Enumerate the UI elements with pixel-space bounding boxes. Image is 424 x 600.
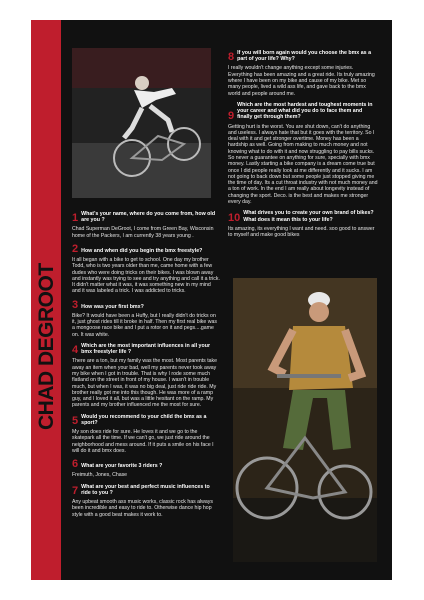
- interview-column-right: [228, 50, 378, 240]
- question-text: Which are the most hardest and toughest moments in your career and what did you do to face them and finally get through them?: [237, 101, 373, 121]
- answer-text: Any upbeat smooth ass music works, classic rock has always been incredible and easy to ride to. Otherwise dance hip hop style with a good beat makes it work to.: [72, 499, 213, 518]
- question-number: 5: [72, 415, 79, 428]
- question-number: 8: [228, 51, 235, 64]
- question-heading: [228, 50, 378, 62]
- question-heading: [72, 343, 220, 355]
- vertical-title: [33, 230, 59, 430]
- question-heading: [72, 211, 220, 223]
- question-heading: [72, 300, 220, 310]
- rider-name-title: CHAD DEGROOT: [35, 263, 58, 430]
- bmx-trick-photo: [72, 48, 211, 198]
- answer-text: Freimuth, Jones, Chase: [72, 472, 128, 479]
- question-number: 1: [72, 212, 79, 225]
- answer-text: My son does ride for sure. He loves it and we go to the skatepark all the time. If we can't go, we just ride around the neighborhood and mess around. If it puts a smile on his face I will do it and bmx does.: [72, 429, 214, 455]
- question-number: 3: [72, 298, 79, 311]
- question-text: What drives you to create your own brand of bikes? What does it mean this to your life?: [243, 210, 374, 223]
- answer-text: Bike? It would have been a Huffy, but I really didn't do tricks on it, just ghost rides till it broke in half. Then my first real bike was a mongoose race bike and I put a rotor on it and pegs....game on. It was white.: [72, 312, 217, 338]
- answer-text: Chad Superman DeGroot, I come from Green Bay, Wisconsin home of the Packers, I am currently 38 years young .: [72, 226, 214, 239]
- question-number: 6: [72, 458, 79, 471]
- question-text: What's your name, where do you come from, how old are you ?: [81, 211, 216, 224]
- question-heading: [72, 244, 220, 254]
- question-text: How and when did you begin the bmx freestyle?: [81, 247, 203, 254]
- question-heading: [228, 102, 378, 121]
- question-text: How was your first bmx?: [81, 303, 144, 310]
- question-heading: [228, 210, 378, 222]
- answer-text: There are a ton, but my family was the most. Most parents take away an item when your bad, well my parents never took away my bike when I got in trouble. That is why I rode some much flatland on the street in front of my house. I wasn't in trouble much, but when I was, it was no big deal, just ride ride ride. My brother really got me into this though. He was more of a ramp guy, and I loved it all, but was a little hesitant on the ramp. My parents and my brother influenced me the most for sure.: [72, 358, 218, 409]
- question-heading: [72, 414, 220, 426]
- question-number: 2: [72, 243, 79, 255]
- question-text: What are your favorite 3 riders ?: [81, 463, 163, 470]
- question-text: What are your best and perfect music influences to ride to you ?: [81, 483, 210, 496]
- answer-text: It all began with a bike to get to school. One day my brother Todd, who is two years older than me, came home with a few dudes who were doing tricks on their bikes. I was blown away and instantly was trying to see and try anything and call it a trick. It didn't matter what it was, it was something new in my mind and it was labeled a trick. I was addicted to tricks.: [72, 257, 220, 295]
- answer-text: Its amazing, its everything I want and need. soo good to answer to myself and make good bikes: [228, 225, 375, 239]
- question-number: 9: [228, 109, 235, 122]
- question-text: Which are the most important influences in all your bmx freestyler life ?: [81, 342, 211, 356]
- answer-text: I really wouldn't change anything except some injuries. Everything has been amazing and a great ride. Its truly amazing where I have been on my bike and cause of my bike. Met so many people, lived a wild ass life, and gave back to the bmx world and people around me.: [228, 65, 375, 97]
- question-number: 7: [72, 485, 79, 498]
- question-heading: [72, 459, 220, 469]
- question-number: 4: [72, 344, 79, 357]
- question-number: 10: [228, 211, 241, 224]
- rider-portrait-photo: [233, 278, 377, 562]
- question-heading: [72, 484, 220, 496]
- answer-text: Getting hurt is the worst. You are shut down, can't do anything and useless. I always hate that but it goes with the territory. So I deal with it and get stronger overtime. Money has been a hardship as well. Going from making to much money and not knowing what to do with it and now struggling to pay bills sucks. So never a guarantee on anything for sure, specially with bmx money. Lastly starting a bike company is a dream come true but once I did people really look at me differently and it sucks. I am not going to back down but some people just stopped giving me the time of day. Its a cut throat industry with not much money and a ton of work. In the end I am really about longevity instead of changing the sport. Deco. is the best and makes me stronger every day.: [228, 123, 378, 206]
- interview-column-left: [72, 206, 220, 520]
- question-text: Would you recommend to your child the bmx as a sport?: [81, 413, 207, 426]
- question-text: If you will born again would you choose the bmx as a part of your life? Why?: [237, 50, 372, 63]
